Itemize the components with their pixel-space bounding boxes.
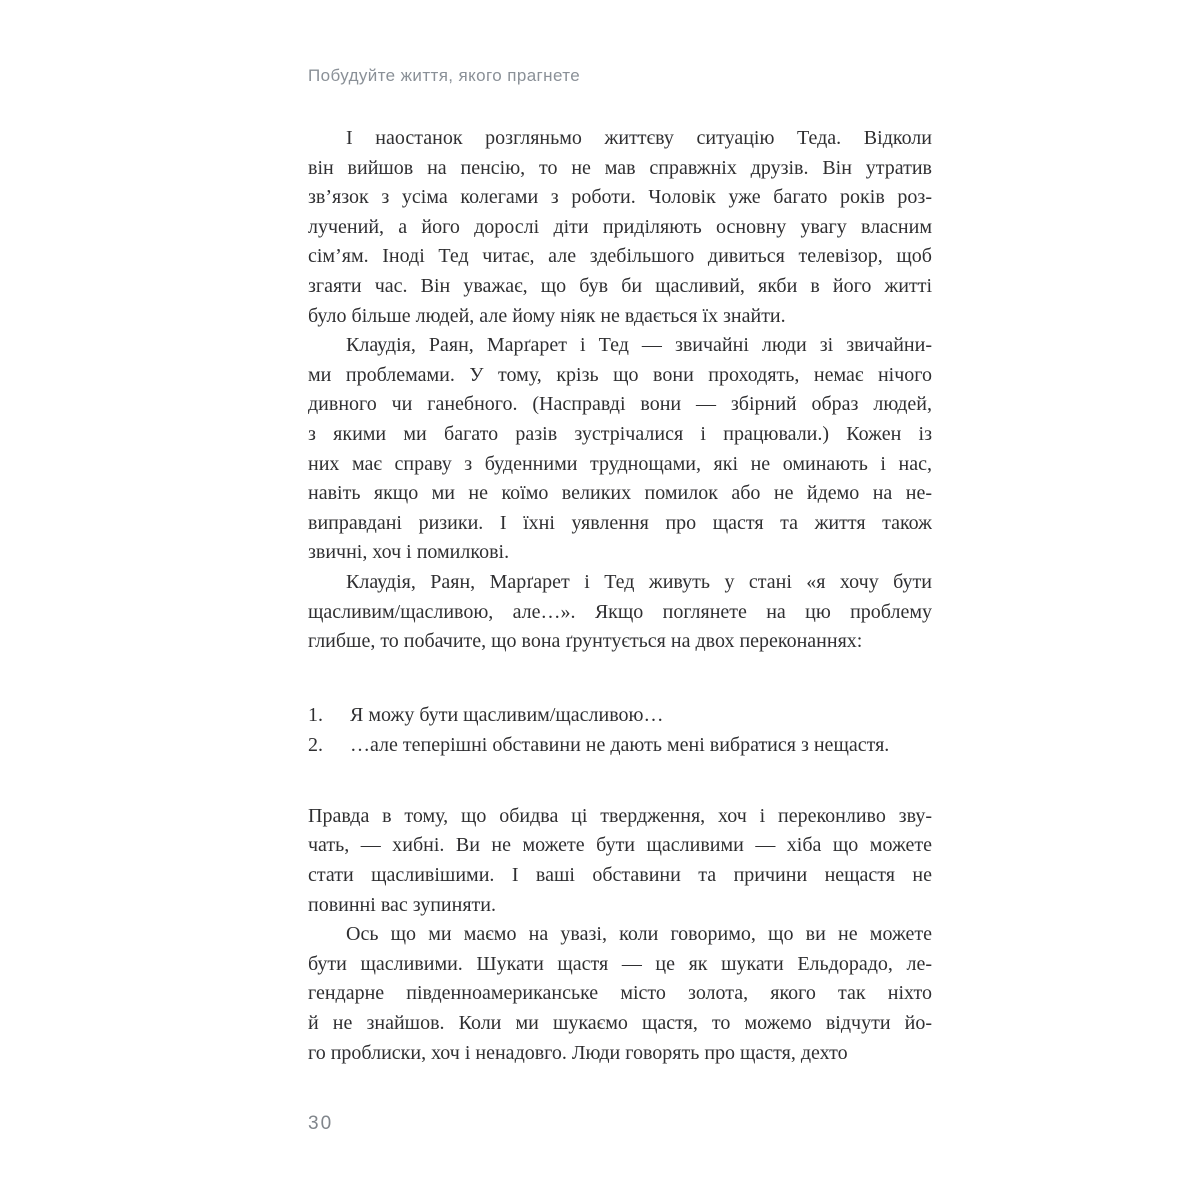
text-line: стати щасливішими. І ваші обставини та причини нещастя не <box>308 864 932 887</box>
text-line: ми проблемами. У тому, крізь що вони проходять, немає нічого <box>308 363 932 386</box>
ordered-list <box>308 701 932 761</box>
text-line: бути щасливими. Шукати щастя — це як шукати Ельдорадо, ле- <box>308 952 932 975</box>
paragraph <box>308 331 932 568</box>
text-line: Клаудія, Раян, Марґарет і Тед — звичайні люди зі звичайни- <box>346 334 932 357</box>
text-line: зв’язок з усіма колегами з роботи. Чоловік уже багато років роз- <box>308 186 932 209</box>
text-line: Ось що ми маємо на увазі, коли говоримо, що ви не можете <box>346 923 932 946</box>
text-line: й не знайшов. Коли ми шукаємо щастя, то можемо відчути йо- <box>308 1012 932 1035</box>
list-item <box>308 701 932 731</box>
text-line: щасливим/щасливою, але…». Якщо поглянете на цю проблему <box>308 600 932 623</box>
text-line: І наостанок розгляньмо життєву ситуацію Теда. Відколи <box>346 127 932 149</box>
text-line: виправдані ризики. І їхні уявлення про щастя та життя також <box>308 511 932 534</box>
text-line: він вийшов на пенсію, то не мав справжніх друзів. Він утратив <box>308 156 932 179</box>
paragraph <box>308 568 932 657</box>
text-line: Правда в тому, що обидва ці твердження, хоч і переконливо зву- <box>308 804 932 827</box>
text-line: повинні вас зупиняти. <box>308 893 496 916</box>
text-line: звичні, хоч і помилкові. <box>308 541 510 564</box>
text-line: сім’ям. Іноді Тед читає, але здебільшого дивиться телевізор, щоб <box>308 245 932 268</box>
list-item-text: …але теперішні обставини не дають мені вибратися з нещастя. <box>350 734 890 757</box>
text-line: навіть якщо ми не коїмо великих помилок або не йдемо на не- <box>308 482 932 505</box>
page-number: 30 <box>308 1113 334 1134</box>
page-content <box>308 124 932 1068</box>
list-marker: 1. <box>308 703 323 726</box>
text-line: го проблиски, хоч і ненадовго. Люди говорять про щастя, дехто <box>308 1041 848 1064</box>
list-item <box>308 731 932 761</box>
paragraph <box>308 124 932 331</box>
list-item-text: Я можу бути щасливим/щасливою… <box>350 703 664 726</box>
text-line: глибше, то побачите, що вона ґрунтується на двох переконаннях: <box>308 630 863 653</box>
text-line: дивного чи ганебного. (Насправді вони — збірний образ людей, <box>308 393 932 416</box>
text-line: них має справу з буденними труднощами, які не оминають і нас, <box>308 452 932 475</box>
text-line: з якими ми багато разів зустрічалися і працювали.) Кожен із <box>308 422 932 445</box>
text-line: лучений, а його дорослі діти приділяють основну увагу власним <box>308 215 932 238</box>
text-line: чать, — хибні. Ви не можете бути щасливими — хіба що можете <box>308 834 932 857</box>
text-line: було більше людей, але йому ніяк не вдається їх знайти. <box>308 304 786 327</box>
paragraph <box>308 920 932 1068</box>
text-line: гендарне південноамериканське місто золота, якого так ніхто <box>308 982 932 1005</box>
list-marker: 2. <box>308 734 323 757</box>
paragraph <box>308 802 932 920</box>
text-line: згаяти час. Він уважає, що був би щасливий, якби в його житті <box>308 274 932 297</box>
running-head: Побудуйте життя, якого прагнете <box>308 66 581 85</box>
text-line: Клаудія, Раян, Марґарет і Тед живуть у стані «я хочу бути <box>346 570 932 593</box>
